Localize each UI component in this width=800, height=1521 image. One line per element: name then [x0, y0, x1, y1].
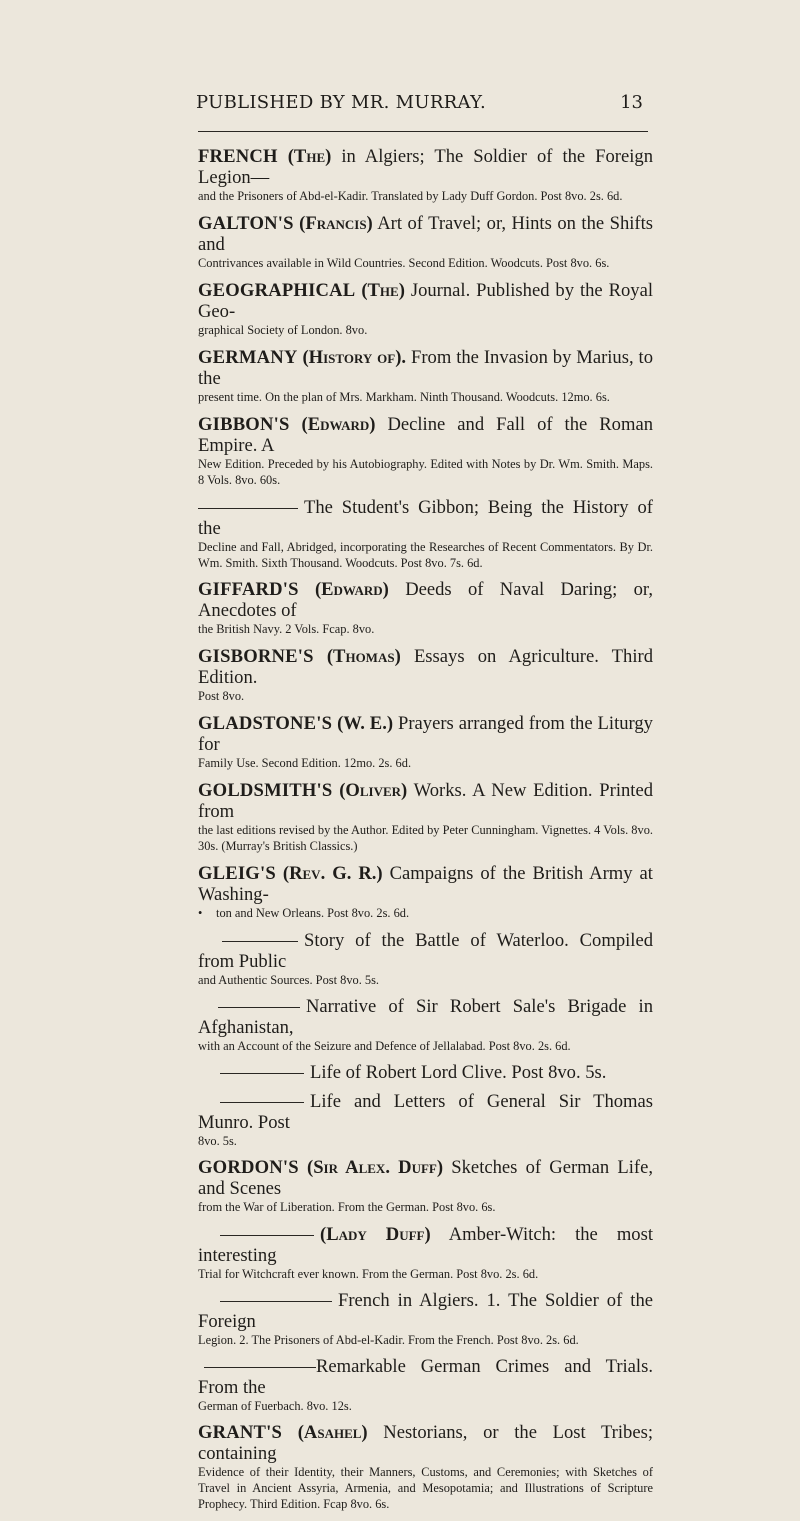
entry-description: Evidence of their Identity, their Manners, Customs, and Ceremonies; with Sketches of Travel in Ancient Assyria, Armenia, and Mesopotamia; and Illustrations of Scripture Prophecy. Third Edition. Fcap 8vo. 6s.	[198, 1465, 653, 1511]
entry-head: GALTON'S	[198, 213, 294, 234]
entry-description: Family Use. Second Edition. 12mo. 2s. 6d.	[198, 756, 412, 770]
entry-head: GLEIG'S	[198, 863, 276, 884]
page-number: 13	[620, 92, 643, 113]
catalogue-entry	[198, 713, 653, 771]
entry-title: Story of the Battle of Waterloo. Compiled from Public	[198, 930, 653, 972]
entry-qualifier: (Sir Alex. Duff)	[307, 1157, 444, 1178]
ditto-dash	[218, 1007, 300, 1008]
entry-title: in Algiers; The Soldier of the Foreign Legion—	[198, 146, 654, 188]
catalogue-subentry	[198, 497, 653, 571]
entry-title: From the Invasion by Marius, to the	[198, 347, 653, 389]
ditto-dash	[220, 1301, 332, 1302]
running-head	[196, 92, 643, 116]
ditto-dash	[198, 508, 298, 509]
entry-qualifier: (Oliver)	[339, 780, 408, 801]
entry-head: GIFFARD'S	[198, 579, 299, 600]
catalogue-entry	[198, 414, 653, 488]
entry-title: Life of Robert Lord Clive. Post 8vo. 5s.	[310, 1062, 607, 1083]
entry-head: GORDON'S	[198, 1157, 299, 1178]
entry-description: and Authentic Sources. Post 8vo. 5s.	[198, 973, 380, 987]
entry-title: Decline and Fall of the Roman Empire. A	[198, 414, 653, 456]
catalogue-entry	[198, 146, 653, 204]
catalogue-subentry	[198, 1091, 653, 1149]
entry-head: GISBORNE'S	[198, 646, 314, 667]
entry-head: GERMANY	[198, 347, 298, 368]
ditto-dash	[220, 1235, 314, 1236]
entry-head: GOLDSMITH'S	[198, 780, 333, 801]
entry-description: New Edition. Preceded by his Autobiography. Edited with Notes by Dr. Wm. Smith. Maps. 8 Vols. 8vo. 60s.	[198, 457, 653, 487]
entry-description: Decline and Fall, Abridged, incorporating the Researches of Recent Commentators. By Dr. Wm. Smith. Sixth Thousand. Woodcuts. Post 8vo. 7s. 6d.	[198, 540, 653, 570]
entry-title: Prayers arranged from the Liturgy for	[198, 713, 653, 755]
entry-title: Life and Letters of General Sir Thomas Munro. Post	[198, 1091, 653, 1133]
entry-description: Legion. 2. The Prisoners of Abd-el-Kadir. From the French. Post 8vo. 2s. 6d.	[198, 1333, 579, 1347]
entry-qualifier: (The)	[287, 146, 332, 167]
catalogue-entries	[198, 146, 653, 1521]
entry-qualifier: (Edward)	[301, 414, 376, 435]
header-rule	[198, 131, 648, 132]
entry-title: Deeds of Naval Daring; or, Anecdotes of	[198, 579, 654, 621]
entry-head: GEOGRAPHICAL	[198, 280, 356, 301]
entry-title: Remarkable German Crimes and Trials. From the	[198, 1356, 653, 1398]
entry-description: German of Fuerbach. 8vo. 12s.	[198, 1399, 352, 1413]
entry-head: FRENCH	[198, 146, 278, 167]
entry-title: Essays on Agriculture. Third Edition.	[198, 646, 653, 688]
ditto-dash	[220, 1102, 304, 1103]
bullet-mark: •	[198, 906, 203, 920]
entry-qualifier: (Rev. G. R.)	[282, 863, 383, 884]
entry-title: The Student's Gibbon; Being the History of the	[198, 497, 653, 539]
entry-qualifier: (Edward)	[314, 579, 389, 600]
entry-title: Campaigns of the British Army at Washing-	[198, 863, 653, 905]
catalogue-entry	[198, 280, 653, 338]
entry-title: Works. A New Edition. Printed from	[198, 780, 653, 822]
catalogue-subentry	[198, 996, 653, 1054]
entry-description: Contrivances available in Wild Countries. Second Edition. Woodcuts. Post 8vo. 6s.	[198, 256, 610, 270]
entry-title: Nestorians, or the Lost Tribes; containing	[198, 1422, 653, 1464]
entry-title: Sketches of German Life, and Scenes	[198, 1157, 654, 1199]
entry-description: the last editions revised by the Author. Edited by Peter Cunningham. Vignettes. 4 Vols. 8vo. 30s. (Murray's British Classics.)	[198, 823, 653, 853]
catalogue-entry	[198, 1422, 653, 1512]
catalogue-entry	[198, 646, 653, 704]
catalogue-entry	[198, 780, 653, 854]
entry-description: 8vo. 5s.	[198, 1134, 237, 1148]
catalogue-subentry	[198, 1356, 653, 1414]
entry-description: Trial for Witchcraft ever known. From the German. Post 8vo. 2s. 6d.	[198, 1267, 539, 1281]
entry-qualifier: (Asahel)	[297, 1422, 368, 1443]
entry-title: Amber-Witch: the most interesting	[198, 1224, 654, 1266]
ditto-dash	[204, 1367, 316, 1368]
entry-head: GIBBON'S	[198, 414, 290, 435]
entry-qualifier: (History of).	[302, 347, 407, 368]
entry-description: ton and New Orleans. Post 8vo. 2s. 6d.	[216, 906, 410, 920]
catalogue-entry	[198, 213, 653, 271]
catalogue-entry	[198, 1157, 653, 1215]
entry-description: Post 8vo.	[198, 689, 245, 703]
catalogue-entry	[198, 347, 653, 405]
catalogue-subentry	[198, 1062, 653, 1083]
entry-title: French in Algiers. 1. The Soldier of the Foreign	[198, 1290, 653, 1332]
running-title: PUBLISHED BY MR. MURRAY.	[196, 92, 486, 113]
entry-head: GRANT'S	[198, 1422, 283, 1443]
entry-qualifier: (W. E.)	[337, 713, 394, 734]
entry-description: and the Prisoners of Abd-el-Kadir. Translated by Lady Duff Gordon. Post 8vo. 2s. 6d.	[198, 189, 623, 203]
entry-qualifier: (Thomas)	[326, 646, 401, 667]
entry-title: Narrative of Sir Robert Sale's Brigade in Afghanistan,	[198, 996, 653, 1038]
entry-qualifier: (Francis)	[299, 213, 373, 234]
entry-description: the British Navy. 2 Vols. Fcap. 8vo.	[198, 622, 375, 636]
catalogue-subentry	[198, 1224, 653, 1282]
entry-description: from the War of Liberation. From the German. Post 8vo. 6s.	[198, 1200, 496, 1214]
entry-head: GLADSTONE'S	[198, 713, 333, 734]
entry-description: graphical Society of London. 8vo.	[198, 323, 368, 337]
catalogue-entry	[198, 579, 653, 637]
ditto-dash	[222, 941, 298, 942]
catalogue-entry	[198, 863, 653, 921]
entry-title: Art of Travel; or, Hints on the Shifts and	[198, 213, 654, 255]
ditto-dash	[220, 1073, 304, 1074]
entry-qualifier: (The)	[361, 280, 405, 301]
entry-qualifier: (Lady Duff)	[320, 1224, 431, 1245]
entry-title: Journal. Published by the Royal Geo-	[198, 280, 653, 322]
catalogue-subentry	[198, 930, 653, 988]
entry-description: present time. On the plan of Mrs. Markham. Ninth Thousand. Woodcuts. 12mo. 6s.	[198, 390, 610, 404]
entry-description: with an Account of the Seizure and Defence of Jellalabad. Post 8vo. 2s. 6d.	[198, 1039, 571, 1053]
catalogue-subentry	[198, 1290, 653, 1348]
